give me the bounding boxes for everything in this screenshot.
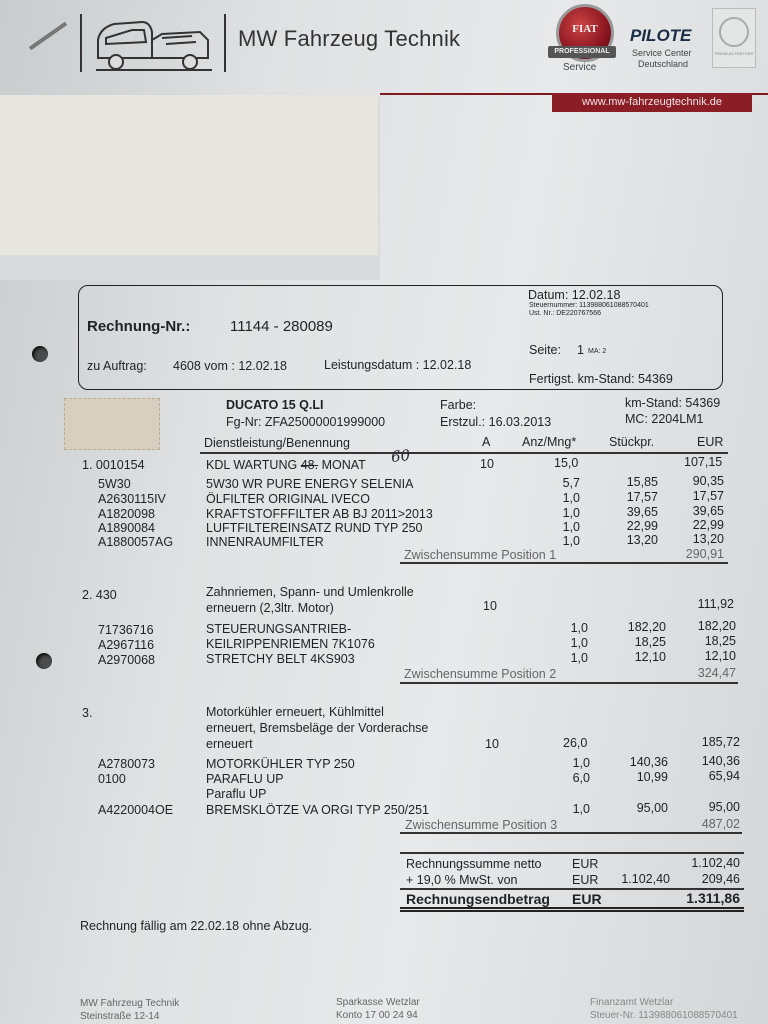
pos1-nr: 1. 0010154 xyxy=(82,458,145,472)
item-desc: LUFTFILTEREINSATZ RUND TYP 250 xyxy=(206,521,423,535)
pos3-subtotal-label: Zwischensumme Position 3 xyxy=(405,818,558,832)
footer-tax-office: Finanzamt Wetzlar xyxy=(590,997,674,1008)
item-price: 17,57 xyxy=(626,490,658,504)
footer-address: Steinstraße 12-14 xyxy=(80,1011,160,1022)
fiat-service-label: Service xyxy=(563,62,597,73)
pos3-desc2: erneuert, Bremsbeläge der Vorderachse xyxy=(206,721,429,735)
pos2-subtotal-value: 324,47 xyxy=(697,666,736,680)
divider xyxy=(224,14,226,72)
totals-top-line xyxy=(400,852,744,854)
item-desc: PARAFLU UP xyxy=(206,772,284,786)
seite-label: Seite: xyxy=(529,343,561,357)
col-anz: Anz/Mng* xyxy=(522,435,577,449)
totals-double-line xyxy=(400,910,744,912)
item-price: 22,99 xyxy=(626,519,658,533)
pilote-logo: PILOTE xyxy=(630,26,692,45)
item-code: 71736716 xyxy=(98,623,154,637)
item-anz: 1,0 xyxy=(572,802,590,816)
item-price: 39,65 xyxy=(626,505,658,519)
partner-badge-icon: PREMIUM PARTNER xyxy=(712,8,756,68)
item-desc: 5W30 WR PURE ENERGY SELENIA xyxy=(206,477,414,491)
mc: MC: 2204LM1 xyxy=(625,412,704,426)
pos2-subtotal-line xyxy=(400,682,738,684)
item-anz: 1,0 xyxy=(562,506,580,520)
item-anz: 1,0 xyxy=(572,756,590,770)
pos2-nr: 2. 430 xyxy=(82,588,117,602)
mwst-base: 1.102,40 xyxy=(621,872,670,886)
item-price: 12,10 xyxy=(634,650,666,664)
item-price: 10,99 xyxy=(636,770,668,784)
item-desc: BREMSKLÖTZE VA ORGI TYP 250/251 xyxy=(206,803,430,817)
invoice-number-label: Rechnung-Nr.: xyxy=(87,318,191,335)
erstzul: Erstzul.: 16.03.2013 xyxy=(440,415,552,429)
item-eur: 22,99 xyxy=(692,518,724,532)
item-eur: 39,65 xyxy=(692,504,724,518)
item-price: 13,20 xyxy=(626,533,658,547)
pos3-anz: 26,0 xyxy=(563,736,588,750)
item-price: 95,00 xyxy=(636,801,668,815)
item-eur: 95,00 xyxy=(708,800,740,814)
item-eur: 17,57 xyxy=(692,489,724,503)
km-stand: km-Stand: 54369 xyxy=(625,396,721,410)
mwst-label: + 19,0 % MwSt. von xyxy=(406,873,518,887)
fiat-professional-badge: PROFESSIONAL xyxy=(548,46,616,58)
item-anz: 1,0 xyxy=(570,636,588,650)
item-eur: 182,20 xyxy=(697,619,736,633)
pos2-a: 10 xyxy=(483,599,497,613)
handwritten-note: 60 xyxy=(390,446,411,466)
item-desc: INNENRAUMFILTER xyxy=(206,535,324,549)
item-desc: ÖLFILTER ORIGINAL IVECO xyxy=(206,492,370,506)
mwst-currency: EUR xyxy=(572,873,599,887)
pilote-line1: Service Center xyxy=(632,48,692,58)
zu-auftrag-label: zu Auftrag: xyxy=(87,359,147,373)
leistungsdatum: Leistungsdatum : 12.02.18 xyxy=(324,358,472,372)
item-desc: Paraflu UP xyxy=(206,787,267,801)
invoice-number: 11144 - 280089 xyxy=(230,318,333,335)
seite-value: 1 xyxy=(577,343,584,357)
seite-ma: MA: 2 xyxy=(588,348,607,355)
punch-hole xyxy=(36,653,52,669)
address-cover-note xyxy=(0,95,378,255)
item-price: 140,36 xyxy=(629,755,668,769)
zu-auftrag-value: 4608 vom : 12.02.18 xyxy=(173,359,287,373)
item-desc: STRETCHY BELT 4KS903 xyxy=(206,652,355,666)
paper-shadow xyxy=(0,255,380,280)
item-price: 182,20 xyxy=(627,620,666,634)
pos3-desc3: erneuert xyxy=(206,737,253,751)
item-eur: 13,20 xyxy=(692,532,724,546)
fg-nr: Fg-Nr: ZFA25000001999000 xyxy=(226,415,386,429)
item-eur: 65,94 xyxy=(708,769,740,783)
pos2-subtotal-label: Zwischensumme Position 2 xyxy=(404,667,557,681)
ust-nr: Ust. Nr.: DE220767566 xyxy=(529,310,601,317)
item-anz: 5,7 xyxy=(562,476,580,490)
pos3-subtotal-value: 487,02 xyxy=(701,817,740,831)
item-anz: 1,0 xyxy=(570,651,588,665)
col-a: A xyxy=(482,435,491,449)
pos1-subtotal-label: Zwischensumme Position 1 xyxy=(404,548,557,562)
end-currency: EUR xyxy=(572,891,602,907)
item-code: A4220004OE xyxy=(98,803,174,817)
item-code: 5W30 xyxy=(98,477,131,491)
col-eur: EUR xyxy=(697,435,724,449)
footer-account: Konto 17 00 24 94 xyxy=(336,1010,418,1021)
pos2-desc2: erneuern (2,3ltr. Motor) xyxy=(206,601,334,615)
item-price: 15,85 xyxy=(626,475,658,489)
item-anz: 1,0 xyxy=(570,621,588,635)
pos1-eur: 107,15 xyxy=(684,455,723,469)
pen-icon xyxy=(29,22,67,51)
item-code: A1890084 xyxy=(98,521,156,535)
item-desc: KRAFTSTOFFFILTER AB BJ 2011>2013 xyxy=(206,507,433,521)
company-name: MW Fahrzeug Technik xyxy=(238,26,461,51)
netto-label: Rechnungssumme netto xyxy=(406,857,542,871)
col-dienstleistung: Dienstleistung/Benennung xyxy=(204,436,350,450)
divider xyxy=(80,14,82,72)
item-code: A2780073 xyxy=(98,757,156,771)
pilote-line2: Deutschland xyxy=(638,59,689,69)
truck-logo-icon xyxy=(92,18,216,74)
col-stueckpr: Stückpr. xyxy=(609,435,655,449)
end-value: 1.311,86 xyxy=(686,890,740,906)
item-desc: KEILRIPPENRIEMEN 7K1076 xyxy=(206,637,375,651)
item-eur: 18,25 xyxy=(704,634,736,648)
fertigst-km-stand: Fertigst. km-Stand: 54369 xyxy=(529,372,673,386)
netto-currency: EUR xyxy=(572,857,599,871)
item-desc: MOTORKÜHLER TYP 250 xyxy=(206,757,355,771)
item-anz: 1,0 xyxy=(562,491,580,505)
item-anz: 6,0 xyxy=(572,771,590,785)
item-anz: 1,0 xyxy=(562,520,580,534)
item-anz: 1,0 xyxy=(562,534,580,548)
footer-bank: Sparkasse Wetzlar xyxy=(336,997,420,1008)
stamp-mark xyxy=(64,398,160,450)
item-code: A2630115IV xyxy=(98,492,166,506)
item-code: A1880057AG xyxy=(98,535,174,549)
fiat-logo-icon: FIAT xyxy=(556,4,614,62)
item-code: A2967116 xyxy=(98,638,155,652)
pos3-eur: 185,72 xyxy=(701,735,740,749)
header-underline xyxy=(200,452,728,454)
item-code: A2970068 xyxy=(98,653,156,667)
item-price: 18,25 xyxy=(634,635,666,649)
pos3-desc1: Motorkühler erneuert, Kühlmittel xyxy=(206,705,384,719)
pos2-eur: 111,92 xyxy=(697,597,734,611)
item-code: A1820098 xyxy=(98,507,156,521)
steuernummer: Steuernummer: 113988061088570401 xyxy=(529,302,649,309)
punch-hole xyxy=(32,346,48,362)
pos3-nr: 3. xyxy=(82,706,93,720)
vehicle-model: DUCATO 15 Q.LI xyxy=(226,398,324,412)
pos1-subtotal-line xyxy=(400,562,728,564)
footer-tax-number: Steuer-Nr. 113988061088570401 xyxy=(590,1010,738,1021)
datum: Datum: 12.02.18 xyxy=(528,288,621,302)
item-eur: 140,36 xyxy=(701,754,740,768)
item-eur: 12,10 xyxy=(704,649,736,663)
website-url: www.mw-fahrzeugtechnik.de xyxy=(552,93,752,112)
item-code: 0100 xyxy=(98,772,126,786)
end-label: Rechnungsendbetrag xyxy=(406,891,550,907)
pos1-a: 10 xyxy=(480,457,494,471)
pos1-anz: 15,0 xyxy=(554,456,579,470)
pos2-desc1: Zahnriemen, Spann- und Umlenkrolle xyxy=(206,585,414,599)
pos3-subtotal-line xyxy=(400,832,742,834)
mwst-value: 209,46 xyxy=(701,872,740,886)
pos1-desc: KDL WARTUNG 48. MONAT xyxy=(206,458,366,472)
item-eur: 90,35 xyxy=(692,474,724,488)
pos3-a: 10 xyxy=(485,737,499,751)
footer-company: MW Fahrzeug Technik xyxy=(80,998,180,1009)
due-note: Rechnung fällig am 22.02.18 ohne Abzug. xyxy=(80,919,313,933)
farbe: Farbe: xyxy=(440,398,477,412)
pos1-subtotal-value: 290,91 xyxy=(685,547,724,561)
netto-value: 1.102,40 xyxy=(691,856,740,870)
totals-double-line xyxy=(400,907,744,909)
item-desc: STEUERUNGSANTRIEB- xyxy=(206,622,352,636)
